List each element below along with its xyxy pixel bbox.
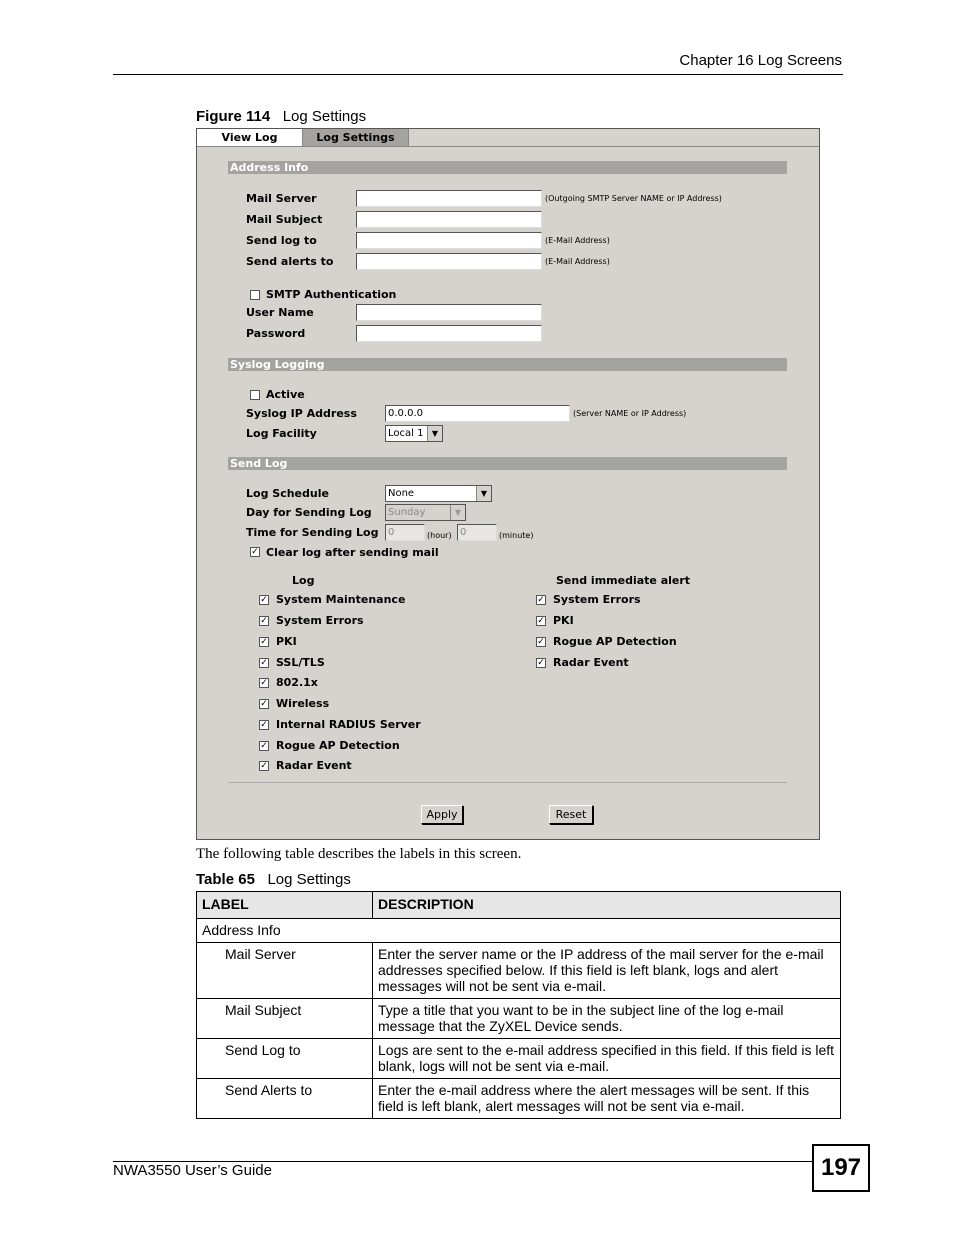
table-header-label: LABEL	[197, 892, 373, 919]
send-alerts-to-note: (E-Mail Address)	[545, 257, 610, 266]
alert-radar-event-checkbox[interactable]: ✓	[537, 658, 545, 668]
log-rogue-ap-checkbox[interactable]: ✓	[260, 741, 268, 751]
log-schedule-select[interactable]	[385, 485, 492, 502]
table-header-description: DESCRIPTION	[373, 892, 841, 919]
table-cell-description: Type a title that you want to be in the subject line of the log e-mail message that the ZyXEL Device sends.	[373, 999, 841, 1039]
table-header-row	[197, 892, 841, 919]
label-description-table	[196, 891, 841, 1119]
chevron-down-icon: ▼	[427, 426, 442, 441]
log-wireless-label: Wireless	[276, 697, 330, 710]
log-radius-label: Internal RADIUS Server	[276, 718, 421, 731]
clear-log-label: Clear log after sending mail	[266, 546, 439, 559]
send-log-to-label: Send log to	[246, 234, 317, 247]
day-for-sending-log-value: Sunday	[388, 507, 426, 518]
log-ssl-tls-checkbox[interactable]: ✓	[260, 658, 268, 668]
intro-text: The following table describes the labels in this screen.	[196, 846, 522, 862]
table-row	[197, 943, 841, 999]
table-cell-label: Mail Server	[197, 943, 373, 999]
syslog-ip-note: (Server NAME or IP Address)	[573, 409, 687, 418]
send-alerts-to-label: Send alerts to	[246, 255, 334, 268]
log-pki-checkbox[interactable]: ✓	[260, 637, 268, 647]
log-system-maintenance-label: System Maintenance	[276, 593, 406, 606]
table-cell-description: Enter the server name or the IP address of the mail server for the e-mail addresses specified below. If this field is left blank, logs and alert messages will not be sent via e-mail.	[373, 943, 841, 999]
table-row	[197, 999, 841, 1039]
log-facility-label: Log Facility	[246, 427, 317, 440]
tab-view-log[interactable]: View Log	[197, 129, 303, 146]
alert-pki-checkbox[interactable]: ✓	[537, 616, 545, 626]
log-schedule-label: Log Schedule	[246, 487, 329, 500]
log-facility-select[interactable]	[385, 425, 443, 442]
table-cell-label: Send Alerts to	[197, 1079, 373, 1119]
log-radar-event-checkbox[interactable]: ✓	[260, 761, 268, 771]
table-caption	[196, 871, 351, 888]
section-address-info: Address Info	[228, 161, 787, 174]
hour-note: (hour)	[427, 531, 452, 540]
log-pki-label: PKI	[276, 635, 297, 648]
table-cell-description: Enter the e-mail address where the alert messages will be sent. If this field is left blank, alert messages will not be sent via e-mail.	[373, 1079, 841, 1119]
table-cell-label: Send Log to	[197, 1039, 373, 1079]
log-radar-event-label: Radar Event	[276, 759, 352, 772]
log-wireless-checkbox[interactable]: ✓	[260, 699, 268, 709]
footer-guide-title: NWA3550 User’s Guide	[113, 1162, 272, 1179]
send-log-to-input[interactable]	[356, 232, 542, 249]
tab-log-settings[interactable]: Log Settings	[303, 129, 409, 146]
minute-input[interactable]: 0	[457, 524, 497, 541]
mail-server-note: (Outgoing SMTP Server NAME or IP Address)	[545, 194, 722, 203]
log-facility-value: Local 1	[388, 428, 424, 439]
minute-note: (minute)	[499, 531, 534, 540]
log-system-errors-checkbox[interactable]: ✓	[260, 616, 268, 626]
log-ssl-tls-label: SSL/TLS	[276, 656, 325, 669]
send-log-to-note: (E-Mail Address)	[545, 236, 610, 245]
syslog-active-checkbox[interactable]	[250, 390, 260, 400]
divider	[228, 782, 787, 783]
alert-rogue-ap-label: Rogue AP Detection	[553, 635, 677, 648]
log-schedule-value: None	[388, 488, 415, 499]
table-row	[197, 1039, 841, 1079]
figure-title: Log Settings	[282, 108, 367, 125]
figure-caption	[196, 108, 366, 125]
chevron-down-icon: ▼	[450, 505, 465, 520]
password-label: Password	[246, 327, 306, 340]
syslog-ip-input[interactable]: 0.0.0.0	[385, 405, 570, 422]
log-radius-checkbox[interactable]: ✓	[260, 720, 268, 730]
figure-number: Figure 114	[196, 108, 271, 125]
table-section-address-info: Address Info	[197, 919, 841, 943]
send-alerts-to-input[interactable]	[356, 253, 542, 270]
mail-subject-label: Mail Subject	[246, 213, 323, 226]
syslog-ip-label: Syslog IP Address	[246, 407, 357, 420]
reset-button[interactable]: Reset	[549, 805, 593, 824]
day-for-sending-log-label: Day for Sending Log	[246, 506, 372, 519]
user-name-label: User Name	[246, 306, 314, 319]
table-cell-label: Mail Subject	[197, 999, 373, 1039]
section-syslog-logging: Syslog Logging	[228, 358, 787, 371]
alert-radar-event-label: Radar Event	[553, 656, 629, 669]
password-input[interactable]	[356, 325, 542, 342]
table-number: Table 65	[196, 871, 255, 888]
table-cell-description: Logs are sent to the e-mail address specified in this field. If this field is left blank, logs will not be sent via e-mail.	[373, 1039, 841, 1079]
alert-system-errors-label: System Errors	[553, 593, 641, 606]
hour-input[interactable]: 0	[385, 524, 425, 541]
table-row	[197, 1079, 841, 1119]
chapter-header: Chapter 16 Log Screens	[679, 52, 842, 69]
syslog-active-label: Active	[266, 388, 305, 401]
header-rule	[113, 74, 843, 75]
table-title: Log Settings	[267, 871, 351, 888]
day-for-sending-log-select[interactable]	[385, 504, 466, 521]
alert-column-header: Send immediate alert	[556, 574, 691, 587]
log-settings-panel	[196, 128, 820, 840]
alert-rogue-ap-checkbox[interactable]: ✓	[537, 637, 545, 647]
apply-button[interactable]: Apply	[421, 805, 463, 824]
table-section-row	[197, 919, 841, 943]
chevron-down-icon: ▼	[476, 486, 491, 501]
log-rogue-ap-label: Rogue AP Detection	[276, 739, 400, 752]
log-8021x-label: 802.1x	[276, 676, 318, 689]
log-8021x-checkbox[interactable]: ✓	[260, 678, 268, 688]
user-name-input[interactable]	[356, 304, 542, 321]
mail-server-input[interactable]	[356, 190, 542, 207]
clear-log-checkbox[interactable]: ✓	[251, 547, 259, 557]
mail-server-label: Mail Server	[246, 192, 317, 205]
mail-subject-input[interactable]	[356, 211, 542, 228]
alert-pki-label: PKI	[553, 614, 574, 627]
time-for-sending-log-label: Time for Sending Log	[246, 526, 379, 539]
alert-system-errors-checkbox[interactable]: ✓	[537, 595, 545, 605]
smtp-auth-label: SMTP Authentication	[266, 288, 397, 301]
log-system-maintenance-checkbox[interactable]: ✓	[260, 595, 268, 605]
log-system-errors-label: System Errors	[276, 614, 364, 627]
page-number: 197	[812, 1144, 870, 1192]
smtp-auth-checkbox[interactable]	[250, 290, 260, 300]
section-send-log: Send Log	[228, 457, 787, 470]
log-column-header: Log	[292, 574, 315, 587]
